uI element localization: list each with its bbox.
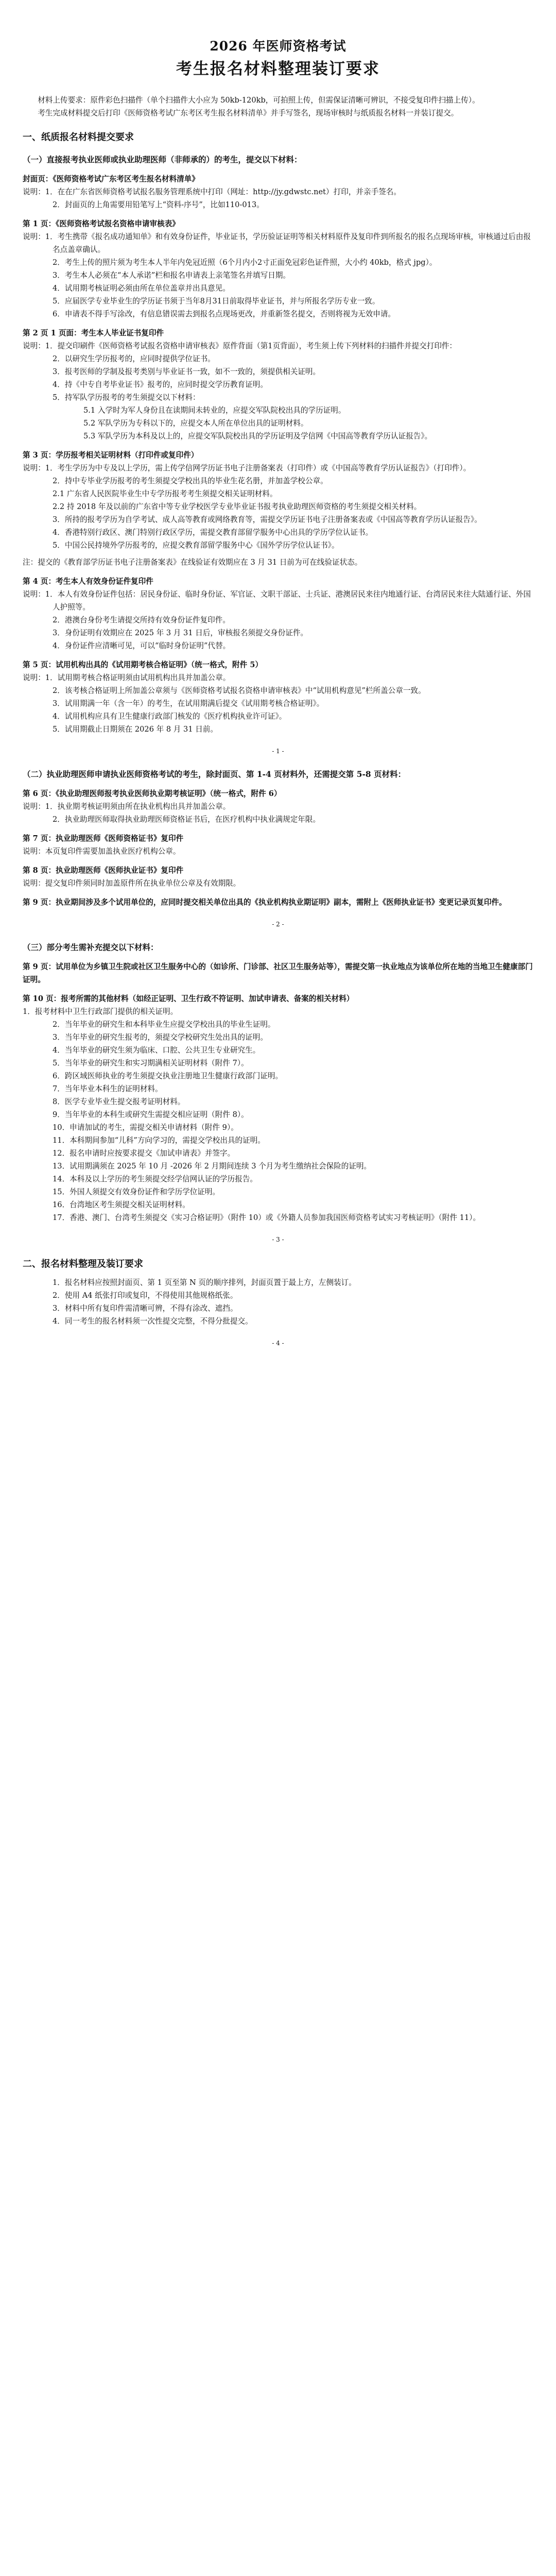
page-number: - 4 - xyxy=(272,1340,284,1347)
item-line: 2．执业助理医师取得执业助理医师资格证书后，在医疗机构中执业满规定年限。 xyxy=(53,815,321,824)
item-line: 4．香港特别行政区、澳门特别行政区学历，需提交教育部留学服务中心出具的学历学位认证书。 xyxy=(53,528,373,537)
requirement-line: 4．同一考生的报名材料须一次性提交完整，不得分批提交。 xyxy=(53,1317,253,1326)
item-line: 16．台湾地区考生须提交相关证明材料。 xyxy=(53,1200,190,1209)
item-line: 8．医学专业毕业生提交报考证明材料。 xyxy=(53,1097,185,1106)
requirement-line: 3．材料中所有复印件需清晰可辨，不得有涂改、遮挡。 xyxy=(53,1304,238,1313)
material-item xyxy=(23,992,533,1224)
item-line: 2．港澳台身份考生请提交所持有效身份证件复印件。 xyxy=(53,616,230,624)
item-line: 5．当年毕业的研究生和实习期满相关证明材料（附件 7）。 xyxy=(53,1059,249,1067)
item-line: 说明：提交复印件须同时加盖原件所在执业单位公章及有效期限。 xyxy=(23,879,241,888)
subsection-heading: （三）部分考生需补充提交以下材料： xyxy=(23,942,159,952)
material-item xyxy=(23,787,533,826)
binding-requirements xyxy=(23,1276,533,1328)
item-line: 2.2 持 2018 年及以前的广东省中等专业学校医学专业毕业证书报考执业助理医师资格的考生须提交相关材料。 xyxy=(53,502,422,511)
item-line: 2．持中专毕业学历报考的考生须提交学校出具的毕业生花名册，并加盖学校公章。 xyxy=(53,477,328,485)
item-title: 第 9 页：试用单位为乡镇卫生院或社区卫生服务中心的（如诊所、门诊部、社区卫生服务站等），需提交第一执业地点为该单位所在地的当地卫生健康部门证明。 xyxy=(23,962,533,984)
exam-year-title: 2026 年医师资格考试 xyxy=(210,39,346,54)
item-list xyxy=(23,173,533,736)
subsection-heading: （二）执业助理医师申请执业医师资格考试的考生，除封面页、第 1-4 页材料外，还需提交第 5-8 页材料： xyxy=(23,769,406,779)
item-line: 3．报考医师的学制及报考类别与毕业证书一致，如不一致的，须提供相关证明。 xyxy=(53,367,321,376)
item-line: 14．本科及以上学历的考生须提交经学信网认证的学历报告。 xyxy=(53,1175,258,1183)
item-title: 第 9 页：执业期间涉及多个试用单位的，应同时提交相关单位出具的《执业机构执业期证明》副本，需附上《医师执业证书》变更记录页复印件。 xyxy=(23,898,507,907)
material-item xyxy=(23,864,533,890)
item-line: 2．考生上传的照片须为考生本人半年内免冠近照（6个月内小2寸正面免冠彩色证件照，大小约 40kb，格式 jpg）。 xyxy=(53,258,437,267)
intro-paragraph: 材料上传要求：原件彩色扫描件（单个扫描件大小应为 50kb-120kb，可拍照上传，但需保证清晰可辨识，不接受复印件扫描上传）。 xyxy=(38,96,480,105)
item-line: 3．试用期满一年（含一年）的考生，在试用期满后提交《试用期考核合格证明》。 xyxy=(53,699,324,708)
item-line: 2．封面页的上角需要用铅笔写上“资料-序号”，比如110-013。 xyxy=(53,200,264,209)
item-line: 说明：1．考生携带《报名成功通知单》和有效身份证件，毕业证书，学历验证证明等相关材料原件及复印件到所报名的报名点现场审核，审核通过后由报名点盖章确认。 xyxy=(23,232,531,254)
item-title: 第 10 页：报考所需的其他材料（如经正证明、卫生行政不符证明、加试申请表、备案的相关材料） xyxy=(23,994,354,1003)
item-line: 13．试用期满须在 2025 年 10 月 -2026 年 2 月期间连续 3 个月为考生缴纳社会保险的证明。 xyxy=(53,1162,372,1171)
item-line: 说明：本页复印件需要加盖执业医疗机构公章。 xyxy=(23,847,181,856)
section-heading: 一、纸质报名材料提交要求 xyxy=(23,132,134,143)
item-note: 注：提交的《教育部学历证书电子注册备案表》在线验证有效期应在 3 月 31 日前为可在线验证状态。 xyxy=(23,558,362,567)
item-line: 3．考生本人必须在“本人承诺”栏和报名申请表上亲笔签名并填写日期。 xyxy=(53,271,291,280)
material-item xyxy=(23,575,533,652)
item-line: 5．应届医学专业毕业生的学历证书须于当年8月31日前取得毕业证书，并与所报名学历专业一致。 xyxy=(53,297,380,306)
item-title: 第 1 页：《医师资格考试报名资格申请审核表》 xyxy=(23,219,180,228)
material-item xyxy=(23,960,533,986)
section-heading: 二、报名材料整理及装订要求 xyxy=(23,1259,143,1269)
item-line: 2．以研究生学历报考的，应同时提供学位证书。 xyxy=(53,354,215,363)
item-title: 第 8 页：执业助理医师《医师执业证书》复印件 xyxy=(23,866,184,875)
requirement-line: 1．报名材料应按照封面页、第 1 页至第 N 页的顺序排列，封面页置于最上方，左侧装订。 xyxy=(53,1278,356,1287)
item-line: 2．该考核合格证明上所加盖公章须与《医师资格考试报名资格申请审核表》中“试用机构意见”栏所盖公章一致。 xyxy=(53,686,426,695)
item-line: 4．试用期考核证明必须由所在单位盖章并出具意见。 xyxy=(53,284,230,293)
document-title: 考生报名材料整理装订要求 xyxy=(176,60,380,78)
item-line: 4．当年毕业的研究生须为临床、口腔、公共卫生专业研究生。 xyxy=(53,1046,260,1055)
item-title: 第 4 页：考生本人有效身份证件复印件 xyxy=(23,577,153,586)
item-line: 15．外国人须提交有效身份证件和学历学位证明。 xyxy=(53,1188,220,1196)
item-line: 10．申请加试的考生，需提交相关申请材料（附件 9）。 xyxy=(53,1123,238,1132)
item-title: 第 7 页：执业助理医师《医师资格证书》复印件 xyxy=(23,834,184,843)
material-item xyxy=(23,173,533,211)
requirement-line: 2．使用 A4 纸张打印或复印，不得使用其他规格纸张。 xyxy=(53,1291,238,1300)
item-title: 第 2 页 1 页面：考生本人毕业证书复印件 xyxy=(23,329,164,337)
item-line: 12．报名申请时应按要求提交《加试申请表》并签字。 xyxy=(53,1149,235,1158)
item-line: 3．所持的报考学历为自学考试、成人高等教育或网络教育等，需提交学历证书电子注册备案表或《中国高等教育学历认证报告》。 xyxy=(53,515,482,524)
item-line: 3．身份证明有效期应在 2025 年 3 月 31 日后，审核报名须提交身份证件。 xyxy=(53,629,308,637)
material-item xyxy=(23,217,533,320)
item-line: 1．报考材料中卫生行政部门提供的相关证明。 xyxy=(23,1007,178,1016)
material-item xyxy=(23,658,533,736)
material-item xyxy=(23,896,533,909)
material-item xyxy=(23,327,533,443)
item-line: 说明：1．考生学历为中专及以上学历，需上传学信网学历证书电子注册备案表（打印件）或《中国高等教育学历认证报告》（打印件）。 xyxy=(23,464,471,472)
item-line: 7．当年毕业本科生的证明材料。 xyxy=(53,1084,163,1093)
page-number: - 1 - xyxy=(272,748,284,755)
item-line: 5．中国公民持境外学历报考的，应提交教育部留学服务中心《国外学历学位认证书》。 xyxy=(53,541,339,550)
item-line: 说明：1．提交印刷件《医师资格考试报名资格申请审核表》原件背面（第1页背面），考生须上传下列材料的扫描件并提交打印件： xyxy=(23,342,457,350)
item-line: 说明：1．执业期考核证明须由所在执业机构出具并加盖公章。 xyxy=(23,802,231,811)
intro-paragraph: 考生完成材料提交后打印《医师资格考试广东考区考生报名材料清单》并手写签名，现场审核时与纸质报名材料一并装订提交。 xyxy=(38,109,459,117)
item-list xyxy=(23,960,533,1224)
item-title: 封面页：《医师资格考试广东考区考生报名材料清单》 xyxy=(23,175,199,183)
item-line: 6．跨区域医师执业的考生须提交执业注册地卫生健康行政部门证明。 xyxy=(53,1072,283,1080)
subsection-heading: （一）直接报考执业医师或执业助理医师（非师承的）的考生，提交以下材料： xyxy=(23,155,302,164)
item-line: 3．当年毕业的研究生报考的，须提交学校研究生处出具的证明。 xyxy=(53,1033,268,1042)
item-line: 2．当年毕业的研究生和本科毕业生应提交学校出具的毕业生证明。 xyxy=(53,1020,275,1029)
item-list xyxy=(23,787,533,909)
page-number: - 2 - xyxy=(272,921,284,928)
item-line: 2.1 广东省人民医院毕业生中专学历报考考生须提交相关证明材料。 xyxy=(53,489,277,498)
item-subline: 5.2 军队学历为专科以下的，应提交本人所在单位出具的证明材料。 xyxy=(83,419,308,428)
item-line: 4．身份证件应清晰可见，可以“临时身份证明”代替。 xyxy=(53,641,231,650)
item-line: 说明：1．本人有效身份证件包括：居民身份证、临时身份证、军官证、文职干部证、士兵证、港澳居民来往内地通行证、台湾居民来往大陆通行证、外国人护照等。 xyxy=(23,590,531,612)
item-line: 11．本科期间参加“儿科”方向学习的，需提交学校出具的证明。 xyxy=(53,1136,265,1145)
item-line: 17．香港、澳门、台湾考生须提交《实习合格证明》（附件 10）或《外籍人员参加我国医师资格考试实习考核证明》（附件 11）。 xyxy=(53,1213,481,1222)
item-line: 说明：1．在在广东省医师资格考试报名服务管理系统中打印（网址：http://jy.gdwstc.net）打印，并亲手签名。 xyxy=(23,188,401,196)
item-line: 4．试用机构应具有卫生健康行政部门核发的《医疗机构执业许可证》。 xyxy=(53,712,287,721)
item-line: 6．申请表不得手写涂改，有信息错误需去到报名点现场更改，并重新签名提交，否则将视为无效申请。 xyxy=(53,310,396,318)
item-line: 5．试用期截止日期须在 2026 年 8 月 31 日前。 xyxy=(53,725,218,734)
item-title: 第 6 页：《执业助理医师报考执业医师执业期考核证明》（统一格式，附件 6） xyxy=(23,789,282,798)
material-item xyxy=(23,449,533,569)
item-line: 说明：1．试用期考核合格证明须由试用机构出具并加盖公章。 xyxy=(23,673,231,682)
item-subline: 5.3 军队学历为本科及以上的，应提交军队院校出具的学历证明及学信网《中国高等教育学历认证报告》。 xyxy=(83,432,432,440)
item-subline: 5.1 入学时为军人身份且在读期间未转业的，应提交军队院校出具的学历证明。 xyxy=(83,406,346,415)
item-line: 4．持《中专自考毕业证书》报考的，应同时提交学历教育证明。 xyxy=(53,380,268,389)
item-line: 9．当年毕业的本科生或研究生需提交相应证明（附件 8）。 xyxy=(53,1110,249,1119)
page-number: - 3 - xyxy=(272,1236,284,1243)
item-line: 5．持军队学历报考的考生须提交以下材料： xyxy=(53,393,200,402)
item-title: 第 3 页：学历报考相关证明材料（打印件或复印件） xyxy=(23,451,199,460)
material-item xyxy=(23,832,533,858)
item-title: 第 5 页：试用机构出具的《试用期考核合格证明》（统一格式，附件 5） xyxy=(23,660,263,669)
